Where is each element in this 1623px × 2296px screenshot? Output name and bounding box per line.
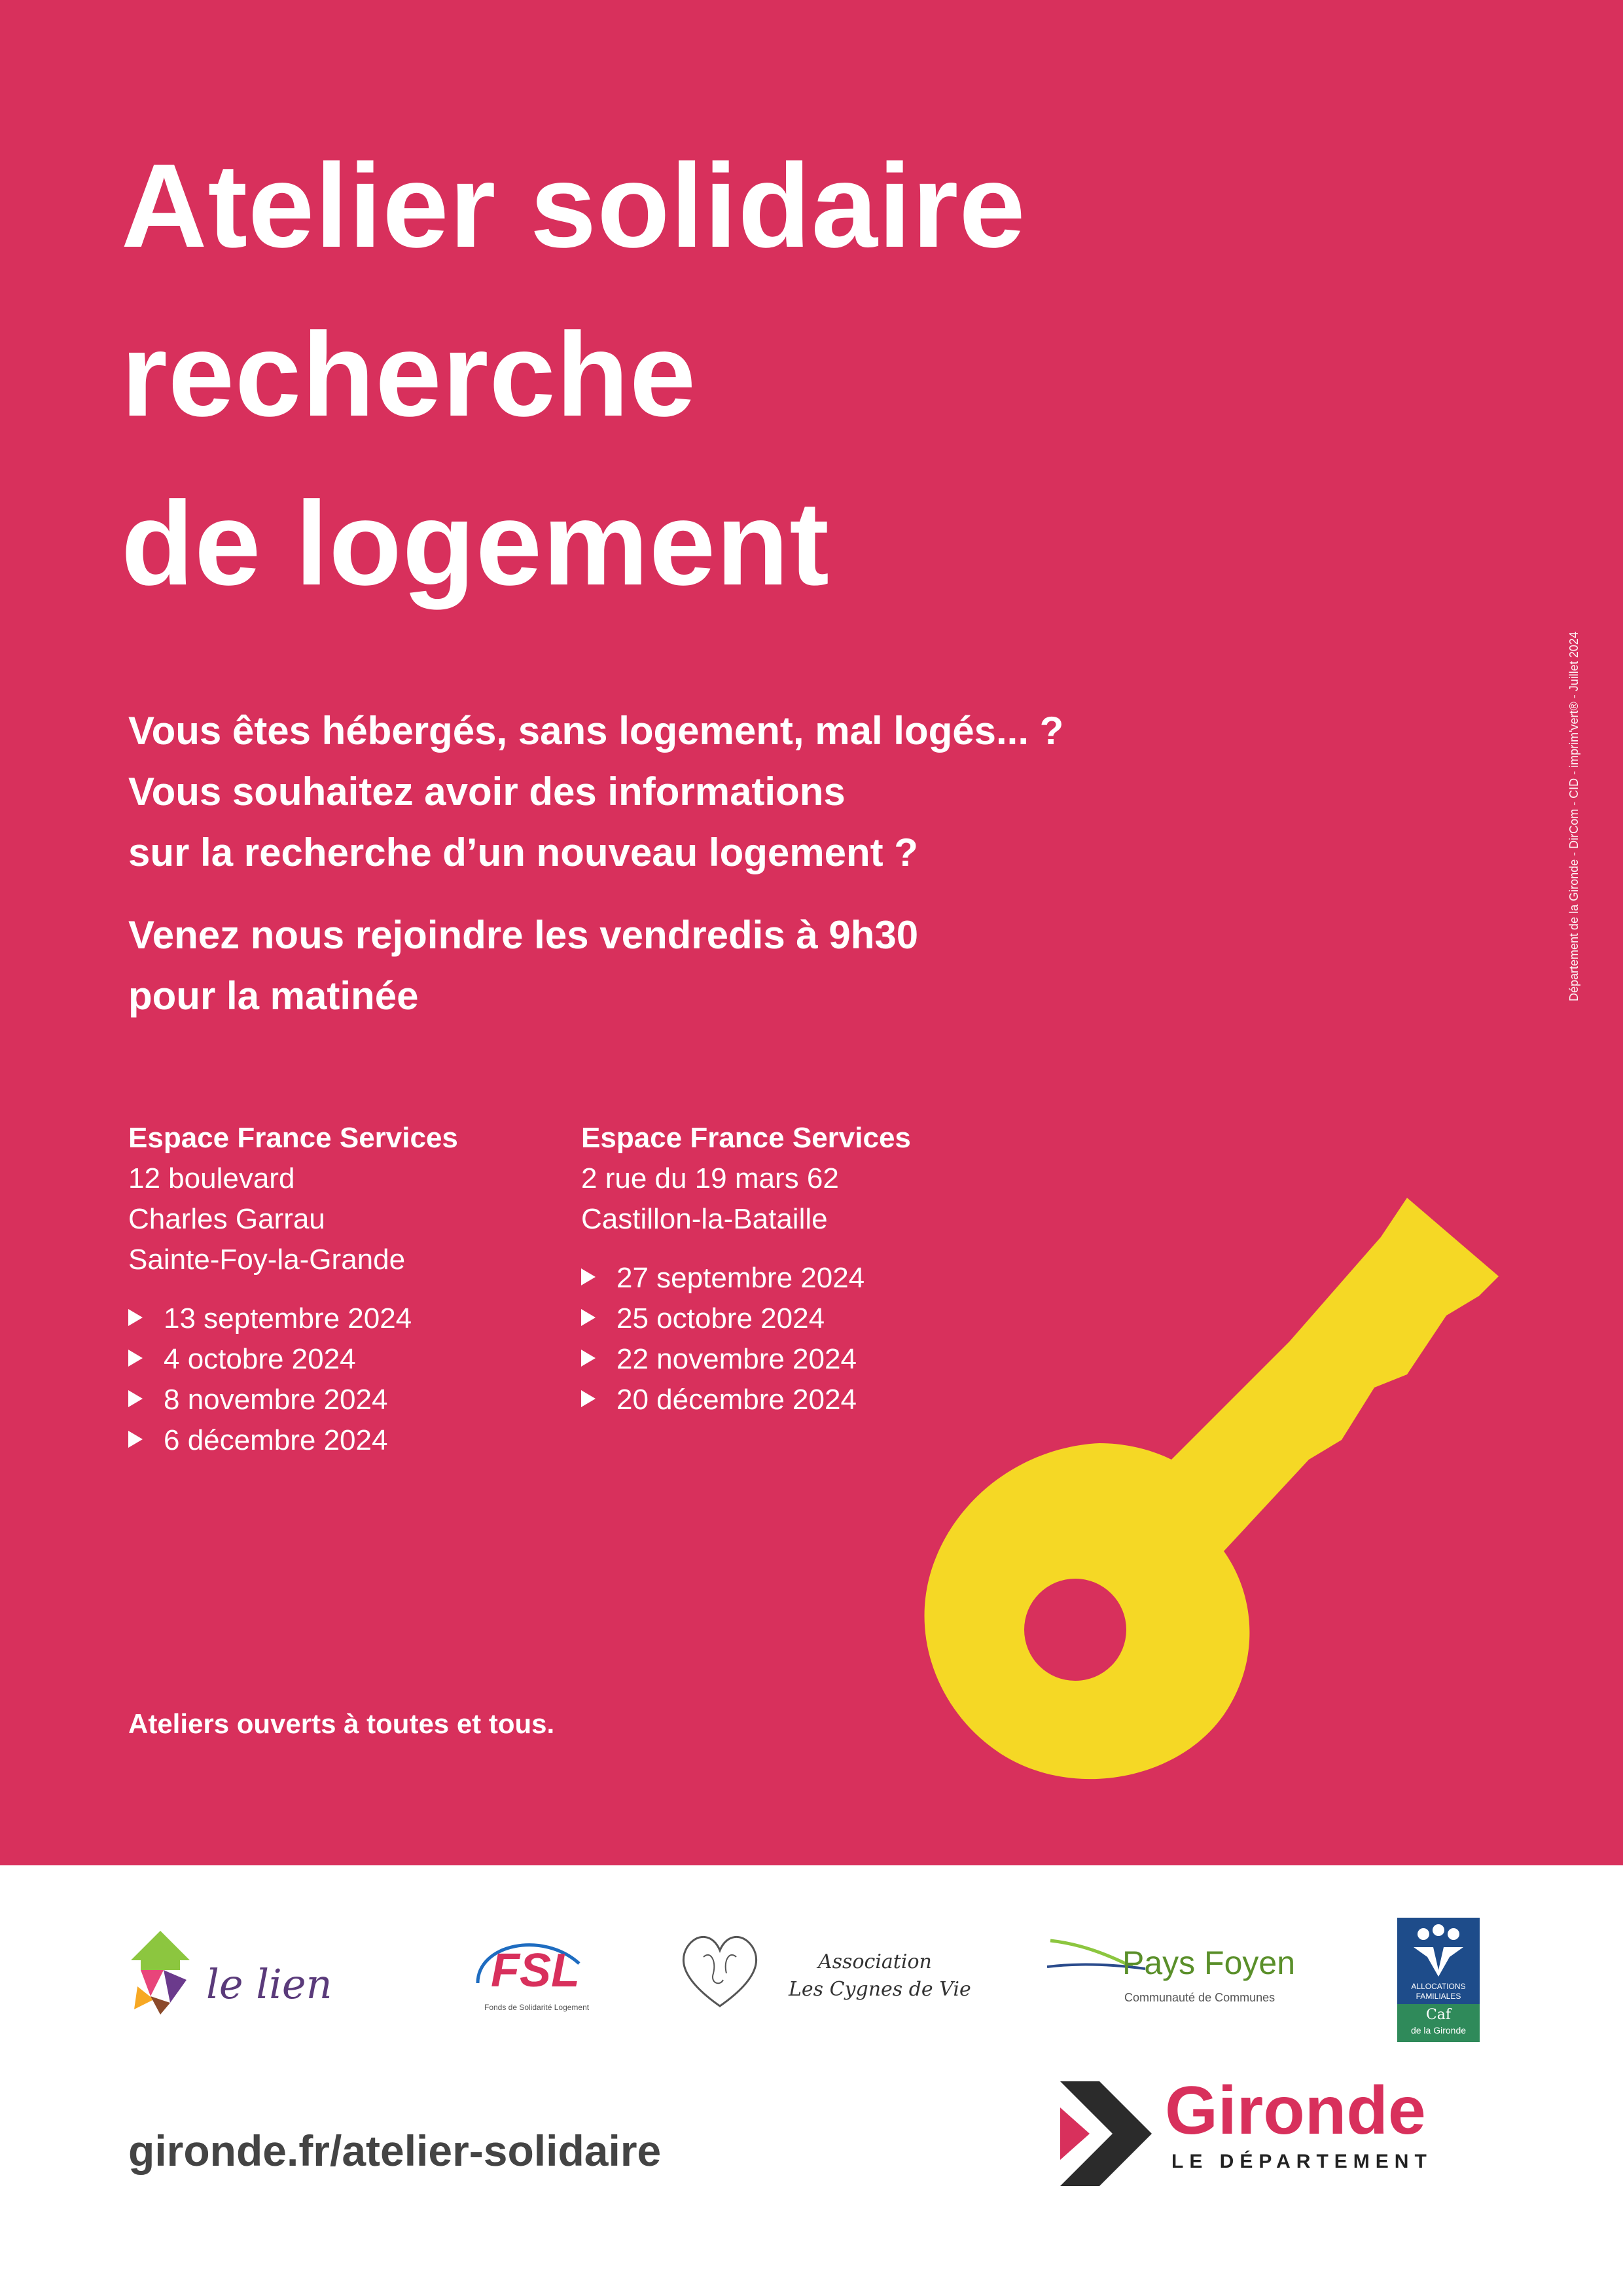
key-shape — [925, 1198, 1499, 1779]
fsl-logo — [465, 1924, 596, 2016]
gironde-logo — [1054, 2068, 1512, 2186]
caf-logo — [1397, 1918, 1480, 2042]
print-credit: Département de la Gironde - DirCom - CID - imprim'vert® - Juillet 2024 — [1567, 632, 1580, 1001]
venue-address-line: Sainte-Foy-la-Grande — [128, 1244, 406, 1276]
date-text: 20 décembre 2024 — [616, 1384, 857, 1416]
play-triangle-icon — [128, 1309, 143, 1326]
website-url[interactable]: gironde.fr/atelier-solidaire — [128, 2126, 662, 2175]
caf-bottom-band — [1397, 2004, 1480, 2042]
play-triangle-icon — [581, 1350, 596, 1367]
swan-heart-icon — [674, 1924, 766, 2016]
date-text: 27 septembre 2024 — [616, 1262, 865, 1294]
venue-sainte-foy — [128, 1118, 458, 1461]
caf-line-1: ALLOCATIONS — [1411, 1982, 1466, 1991]
open-note: Ateliers ouverts à toutes et tous. — [128, 1708, 555, 1739]
date-text: 6 décembre 2024 — [164, 1424, 388, 1456]
intro-line-1: Vous êtes hébergés, sans logement, mal logés... ? — [128, 709, 1064, 753]
venue-castillon — [581, 1118, 911, 1420]
play-triangle-icon — [128, 1350, 143, 1367]
caf-subtitle: de la Gironde — [1410, 2025, 1467, 2036]
date-list — [581, 1258, 911, 1420]
title-line-3: de logement — [121, 476, 830, 610]
play-triangle-icon — [581, 1309, 596, 1326]
venue-address-line: Castillon-la-Bataille — [581, 1203, 828, 1235]
invite-line-2: pour la matinée — [128, 974, 419, 1018]
invitation — [128, 905, 1241, 1026]
le-lien-house-icon — [124, 1924, 203, 2016]
date-text: 8 novembre 2024 — [164, 1384, 388, 1416]
venue-address-line: 12 boulevard — [128, 1162, 295, 1194]
date-text: 25 octobre 2024 — [616, 1302, 825, 1335]
play-triangle-icon — [128, 1390, 143, 1407]
title-line-1: Atelier solidaire — [121, 139, 1026, 272]
invite-line-1: Venez nous rejoindre les vendredis à 9h30 — [128, 913, 919, 957]
date-item — [581, 1380, 911, 1420]
le-lien-logo — [124, 1924, 373, 2016]
date-item — [128, 1380, 458, 1420]
caf-line-2: FAMILIALES — [1416, 1992, 1461, 2001]
date-item — [581, 1339, 911, 1380]
gironde-arrow-icon — [1054, 2068, 1165, 2186]
pays-foyen-subtitle: Communauté de Communes — [1124, 1991, 1275, 2004]
play-triangle-icon — [581, 1390, 596, 1407]
intro-line-2: Vous souhaitez avoir des informations — [128, 770, 846, 814]
venue-address-line: 2 rue du 19 mars 62 — [581, 1162, 839, 1194]
venue-name: Espace France Services — [581, 1122, 911, 1154]
cygnes-line-2: Les Cygnes de Vie — [789, 1978, 971, 2001]
caf-figures-icon — [1397, 1921, 1480, 1980]
play-triangle-icon — [581, 1268, 596, 1285]
pays-foyen-text: Pays Foyen — [1122, 1945, 1296, 1981]
intro-line-3: sur la recherche d’un nouveau logement ? — [128, 831, 918, 874]
date-text: 13 septembre 2024 — [164, 1302, 412, 1335]
venue-address-line: Charles Garrau — [128, 1203, 325, 1235]
date-item — [581, 1258, 911, 1299]
caf-name: Caf — [1425, 2007, 1452, 2023]
le-lien-text: le lien — [206, 1960, 332, 2008]
date-list — [128, 1299, 458, 1461]
date-item — [581, 1299, 911, 1339]
title-line-2: recherche — [121, 308, 697, 441]
gironde-subtitle: LE DÉPARTEMENT — [1171, 2151, 1433, 2172]
intro-questions — [128, 700, 1241, 883]
venue-name: Espace France Services — [128, 1122, 458, 1154]
fsl-subtitle: Fonds de Solidarité Logement — [484, 2003, 590, 2012]
partner-logos — [0, 1911, 1623, 2081]
date-item — [128, 1420, 458, 1461]
key-illustration — [903, 1178, 1518, 1806]
cygnes-line-1: Association — [818, 1950, 932, 1973]
poster-title — [121, 121, 1364, 628]
cygnes-de-vie-logo — [674, 1924, 971, 2016]
play-triangle-icon — [128, 1431, 143, 1448]
date-text: 22 novembre 2024 — [616, 1343, 857, 1375]
pays-foyen-logo — [1047, 1931, 1296, 2016]
gironde-name: Gironde — [1165, 2073, 1426, 2149]
date-item — [128, 1339, 458, 1380]
fsl-text: FSL — [491, 1945, 580, 1997]
date-item — [128, 1299, 458, 1339]
date-text: 4 octobre 2024 — [164, 1343, 356, 1375]
